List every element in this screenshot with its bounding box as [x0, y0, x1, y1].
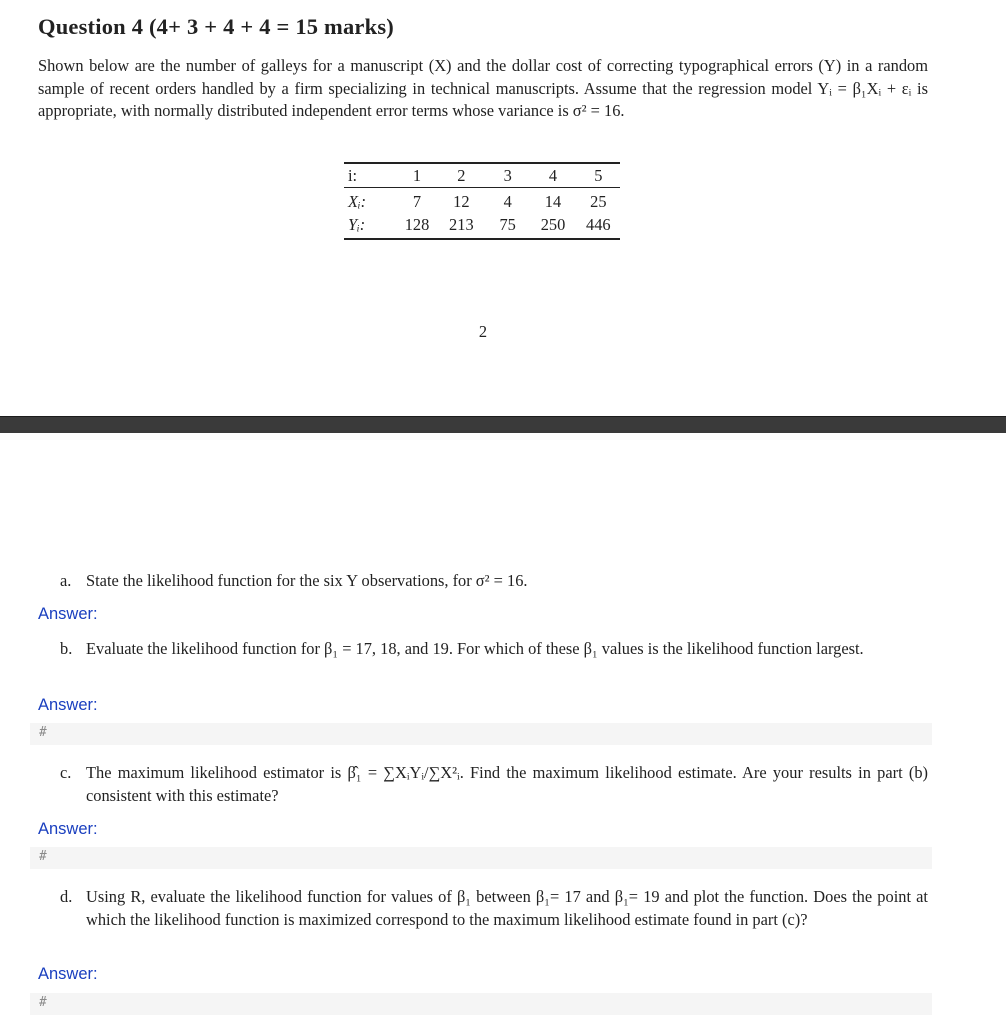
table-header-cell: 1: [412, 165, 422, 185]
table-header-label: i:: [348, 165, 358, 185]
page-separator: [0, 416, 1006, 433]
answer-label-d: Answer:: [38, 965, 98, 983]
part-letter: c.: [60, 763, 72, 782]
table-mid-rule: [344, 187, 620, 188]
table-row-label: Xᵢ:: [348, 191, 367, 211]
code-comment: #: [39, 725, 47, 740]
data-table: [344, 162, 620, 240]
table-cell: 250: [540, 214, 566, 234]
table-cell: 75: [499, 214, 516, 234]
page-number: 2: [478, 322, 488, 341]
table-header-cell: 5: [594, 165, 603, 185]
part-letter: d.: [60, 887, 73, 906]
question-intro: Shown below are the number of galleys for a manuscript (X) and the dollar cost of correcting typographical errors (Y) in a random sample of recent orders handled by a firm specializing in technical manuscripts. Assume that the regression model Yᵢ = β₁Xᵢ + εᵢ is appropriate, with normally distributed independent error terms whose variance is σ² = 16.: [38, 56, 928, 121]
table-cell: 4: [503, 191, 512, 211]
table-cell: 128: [404, 214, 430, 234]
table-header-cell: 4: [548, 165, 558, 185]
code-block-b[interactable]: [30, 723, 932, 745]
table-row-y: [344, 213, 620, 236]
answer-label-c: Answer:: [38, 820, 98, 838]
table-cell: 446: [586, 214, 611, 234]
table-cell: 12: [453, 191, 470, 211]
part-text: Using R, evaluate the likelihood function for values of β₁ between β₁= 17 and β₁= 19 and plot the function. Does the point at which the likelihood function is maximized correspond to the maximum likelihood estimate found in part (c)?: [86, 887, 928, 929]
table-cell: 7: [412, 191, 422, 211]
part-letter: b.: [60, 639, 73, 658]
question-part-b: [60, 638, 928, 661]
code-comment: #: [39, 849, 47, 864]
table-row-x: [344, 190, 620, 213]
table-cell: 25: [590, 191, 607, 211]
code-block-d[interactable]: [30, 993, 932, 1015]
table-row-label: Yᵢ:: [348, 214, 366, 234]
table-header-row: [344, 164, 620, 187]
table-header-cell: 2: [457, 165, 466, 185]
question-part-c: [60, 762, 928, 807]
question-part-d: [60, 886, 928, 931]
part-text: Evaluate the likelihood function for β₁ = 17, 18, and 19. For which of these β₁ values is the likelihood function largest.: [86, 639, 864, 658]
question-title: Question 4 (4+ 3 + 4 + 4 = 15 marks): [38, 14, 394, 39]
answer-label-b: Answer:: [38, 696, 98, 714]
table-header-cell: 3: [503, 165, 512, 185]
question-part-a: [60, 570, 928, 593]
code-comment: #: [39, 995, 47, 1010]
part-letter: a.: [60, 571, 72, 590]
table-cell: 14: [544, 191, 562, 211]
answer-label-a: Answer:: [38, 605, 98, 623]
part-text: The maximum likelihood estimator is β̂₁ = ∑XᵢYᵢ/∑X²ᵢ. Find the maximum likelihood estimate. Are your results in part (b) consistent with this estimate?: [86, 763, 928, 805]
table-cell: 213: [449, 214, 474, 234]
part-text: State the likelihood function for the six Y observations, for σ² = 16.: [86, 571, 528, 590]
code-block-c[interactable]: [30, 847, 932, 869]
table-bottom-rule: [344, 238, 620, 240]
